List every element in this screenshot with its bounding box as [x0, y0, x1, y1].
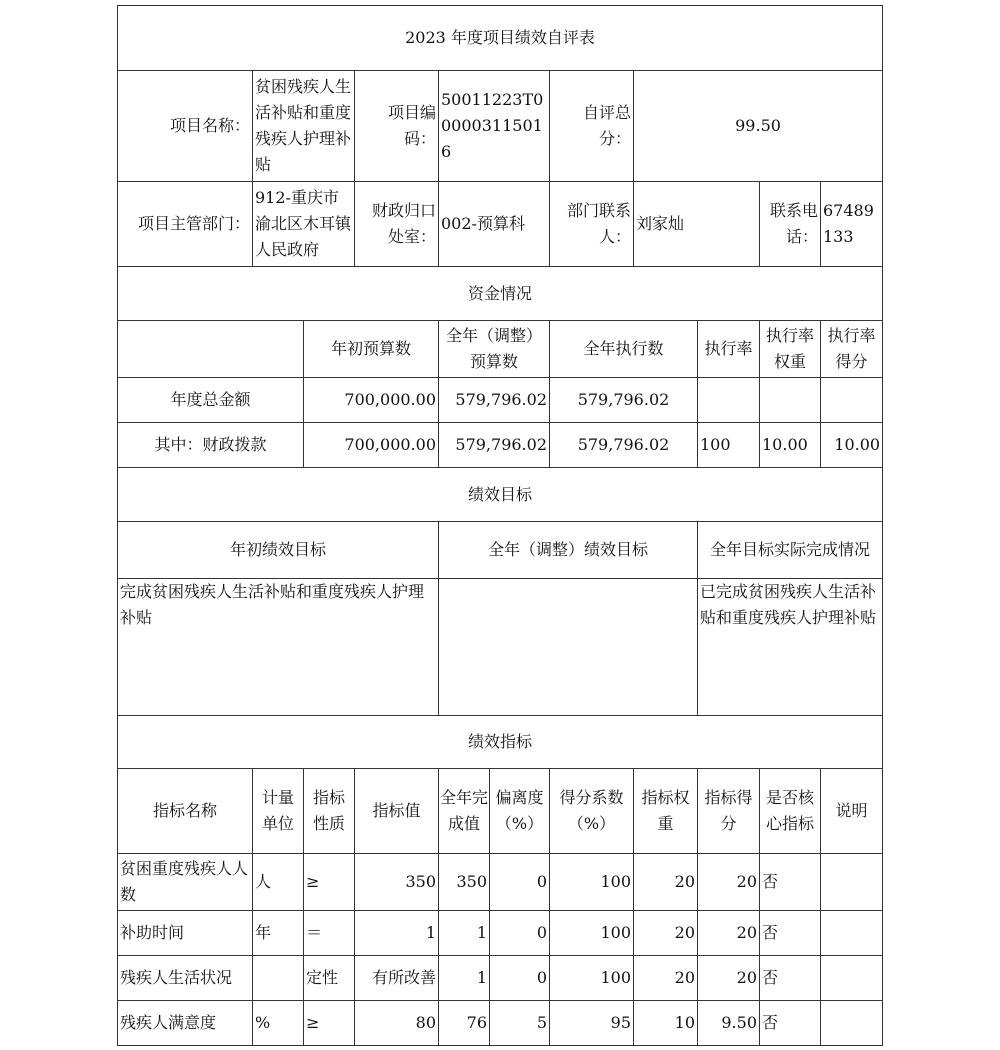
goals-section-heading: 绩效目标	[118, 468, 883, 522]
indicator-note-cell	[821, 854, 883, 911]
indicator-core-cell: 否	[760, 956, 821, 1001]
indicator-header-core: 是否核心指标	[760, 769, 821, 854]
project-info-row	[118, 71, 883, 182]
funds-row-total	[118, 378, 883, 423]
funds-adjusted-cell: 579,796.02	[439, 378, 550, 423]
funds-rate-cell	[698, 378, 760, 423]
indicator-note-cell	[821, 1001, 883, 1046]
indicator-core-cell: 否	[760, 1001, 821, 1046]
project-name-label: 项目名称：	[118, 71, 253, 182]
indicator-score-cell: 20	[698, 956, 760, 1001]
indicators-section-heading: 绩效指标	[118, 716, 883, 769]
indicator-deviation-cell: 0	[490, 956, 550, 1001]
project-code-value: 50011223T000003115016	[439, 71, 550, 182]
indicator-target-cell: 350	[355, 854, 439, 911]
funds-header-blank	[118, 321, 304, 378]
project-name-value: 贫困残疾人生活补贴和重度残疾人护理补贴	[253, 71, 355, 182]
indicator-weight-cell: 20	[634, 956, 698, 1001]
indicator-actual-cell: 76	[439, 1001, 490, 1046]
indicator-note-cell	[821, 956, 883, 1001]
funds-rate-cell: 100	[698, 423, 760, 468]
indicator-deviation-cell: 0	[490, 854, 550, 911]
indicator-core-cell: 否	[760, 854, 821, 911]
funds-section-heading: 资金情况	[118, 267, 883, 321]
goals-header-actual: 全年目标实际完成情况	[698, 522, 883, 579]
contact-label: 部门联系人：	[550, 182, 634, 267]
indicator-header-actual: 全年完成值	[439, 769, 490, 854]
indicator-name-cell: 补助时间	[118, 911, 253, 956]
finance-office-label: 财政归口处室：	[355, 182, 439, 267]
indicator-nature-cell: 定性	[304, 956, 355, 1001]
indicator-actual-cell: 1	[439, 911, 490, 956]
indicator-weight-cell: 10	[634, 1001, 698, 1046]
indicator-row	[118, 1001, 883, 1046]
department-info-row	[118, 182, 883, 267]
self-score-value: 99.50	[634, 71, 883, 182]
indicator-header-score: 指标得分	[698, 769, 760, 854]
indicator-name-cell: 残疾人满意度	[118, 1001, 253, 1046]
indicator-name-cell: 贫困重度残疾人人数	[118, 854, 253, 911]
indicator-target-cell: 有所改善	[355, 956, 439, 1001]
self-score-label: 自评总分：	[550, 71, 634, 182]
department-label: 项目主管部门：	[118, 182, 253, 267]
indicator-header-unit: 计量单位	[253, 769, 304, 854]
goals-content-row	[118, 579, 883, 716]
indicator-score-cell: 20	[698, 911, 760, 956]
indicator-target-cell: 1	[355, 911, 439, 956]
phone-value: 67489133	[821, 182, 883, 267]
indicator-actual-cell: 1	[439, 956, 490, 1001]
indicator-deviation-cell: 5	[490, 1001, 550, 1046]
funds-header-rate: 执行率	[698, 321, 760, 378]
indicator-core-cell: 否	[760, 911, 821, 956]
funds-header-initial: 年初预算数	[304, 321, 439, 378]
indicator-target-cell: 80	[355, 1001, 439, 1046]
funds-executed-cell: 579,796.02	[550, 378, 698, 423]
indicator-unit-cell: 人	[253, 854, 304, 911]
funds-score-cell: 10.00	[821, 423, 883, 468]
indicator-header-target: 指标值	[355, 769, 439, 854]
funds-row-label: 年度总金额	[118, 378, 304, 423]
funds-header-executed: 全年执行数	[550, 321, 698, 378]
funds-weight-cell: 10.00	[760, 423, 821, 468]
indicator-coef-cell: 100	[550, 854, 634, 911]
goals-header-row	[118, 522, 883, 579]
funds-executed-cell: 579,796.02	[550, 423, 698, 468]
indicator-actual-cell: 350	[439, 854, 490, 911]
funds-header-row	[118, 321, 883, 378]
goals-header-initial: 年初绩效目标	[118, 522, 439, 579]
funds-score-cell	[821, 378, 883, 423]
indicator-coef-cell: 95	[550, 1001, 634, 1046]
indicator-deviation-cell: 0	[490, 911, 550, 956]
indicator-coef-cell: 100	[550, 956, 634, 1001]
indicator-weight-cell: 20	[634, 911, 698, 956]
goals-adjusted-text	[439, 579, 698, 716]
project-code-label: 项目编码：	[355, 71, 439, 182]
indicator-score-cell: 20	[698, 854, 760, 911]
indicator-header-note: 说明	[821, 769, 883, 854]
indicator-nature-cell: ≥	[304, 1001, 355, 1046]
indicator-coef-cell: 100	[550, 911, 634, 956]
indicators-header-row	[118, 769, 883, 854]
funds-weight-cell	[760, 378, 821, 423]
indicator-note-cell	[821, 911, 883, 956]
indicator-score-cell: 9.50	[698, 1001, 760, 1046]
funds-header-score: 执行率得分	[821, 321, 883, 378]
indicator-header-name: 指标名称	[118, 769, 253, 854]
indicator-nature-cell: ≥	[304, 854, 355, 911]
performance-self-evaluation-table	[117, 5, 883, 1046]
indicator-unit-cell: 年	[253, 911, 304, 956]
indicator-row	[118, 911, 883, 956]
funds-header-adjusted: 全年（调整）预算数	[439, 321, 550, 378]
finance-office-value: 002-预算科	[439, 182, 550, 267]
contact-value: 刘家灿	[634, 182, 760, 267]
indicator-header-weight: 指标权重	[634, 769, 698, 854]
goals-actual-text: 已完成贫困残疾人生活补贴和重度残疾人护理补贴	[698, 579, 883, 716]
table-title: 2023 年度项目绩效自评表	[118, 6, 883, 71]
funds-adjusted-cell: 579,796.02	[439, 423, 550, 468]
funds-row-fiscal	[118, 423, 883, 468]
indicator-header-nature: 指标性质	[304, 769, 355, 854]
indicator-unit-cell: %	[253, 1001, 304, 1046]
indicator-weight-cell: 20	[634, 854, 698, 911]
funds-row-label: 其中：财政拨款	[118, 423, 304, 468]
indicator-header-coef: 得分系数（%）	[550, 769, 634, 854]
indicator-nature-cell: ＝	[304, 911, 355, 956]
indicator-row	[118, 854, 883, 911]
phone-label: 联系电话：	[760, 182, 821, 267]
department-value: 912-重庆市渝北区木耳镇人民政府	[253, 182, 355, 267]
indicator-header-deviation: 偏离度（%）	[490, 769, 550, 854]
funds-initial-cell: 700,000.00	[304, 378, 439, 423]
goals-header-adjusted: 全年（调整）绩效目标	[439, 522, 698, 579]
goals-initial-text: 完成贫困残疾人生活补贴和重度残疾人护理补贴	[118, 579, 439, 716]
funds-header-weight: 执行率权重	[760, 321, 821, 378]
indicator-row	[118, 956, 883, 1001]
indicator-name-cell: 残疾人生活状况	[118, 956, 253, 1001]
funds-initial-cell: 700,000.00	[304, 423, 439, 468]
indicator-unit-cell	[253, 956, 304, 1001]
